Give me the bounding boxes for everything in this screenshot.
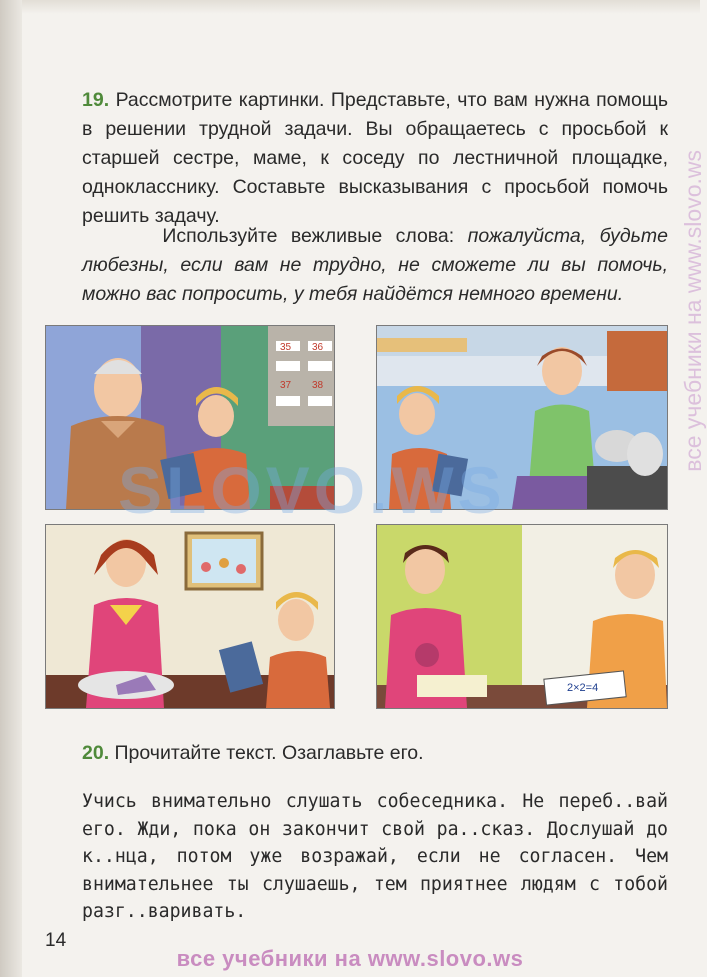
door-number-38: 38 <box>312 380 324 391</box>
footer-watermark[interactable]: все учебники на www.slovo.ws <box>176 946 524 971</box>
picture-sister <box>45 524 335 709</box>
task-20 <box>82 742 424 765</box>
door-number-36: 36 <box>312 342 324 353</box>
page-number: 14 <box>45 930 67 951</box>
door-number-35: 35 <box>280 342 292 353</box>
page-edge <box>0 0 22 977</box>
task-20-number: 20. <box>82 742 110 764</box>
hint-lead: Используйте вежливые слова: <box>162 225 468 247</box>
door-number-37: 37 <box>280 380 292 391</box>
task-20-text: Прочитайте текст. Озаглавьте его. <box>109 742 424 764</box>
page-top-edge <box>22 0 700 14</box>
task-19 <box>82 86 668 231</box>
task-19-number: 19. <box>82 89 110 111</box>
side-watermark-text: все учебники на www.slovo.ws <box>680 150 706 472</box>
picture-classmate <box>376 524 668 709</box>
story-text: Учись внимательно слушать собеседника. Не переб..вай его. Жди, пока он закончит свой ра..сказ. Дослушай до к..нца, потом уже возражай, если не согласен. Чем внимательнее ты слушаешь, тем приятнее людям с тобой разг..варивать. <box>82 791 668 922</box>
polite-words-hint <box>82 222 668 309</box>
hint-phrases: пожалуйста, будьте любезны, если вам не трудно, не сможете ли вы помочь, можно вас попросить, у тебя найдётся немного времени. <box>82 225 668 305</box>
center-watermark: SLOVO.WS <box>118 453 506 527</box>
task-19-text: Рассмотрите картинки. Представьте, что вам нужна помощь в решении трудной задачи. Вы обращаетесь с просьбой к старшей сестре, маме, к соседу по лестничной площадке, однокласснику. Составьте высказывания с просьбой помочь решить задачу. <box>82 89 668 227</box>
notebook-label: 2×2=4 <box>567 682 599 694</box>
